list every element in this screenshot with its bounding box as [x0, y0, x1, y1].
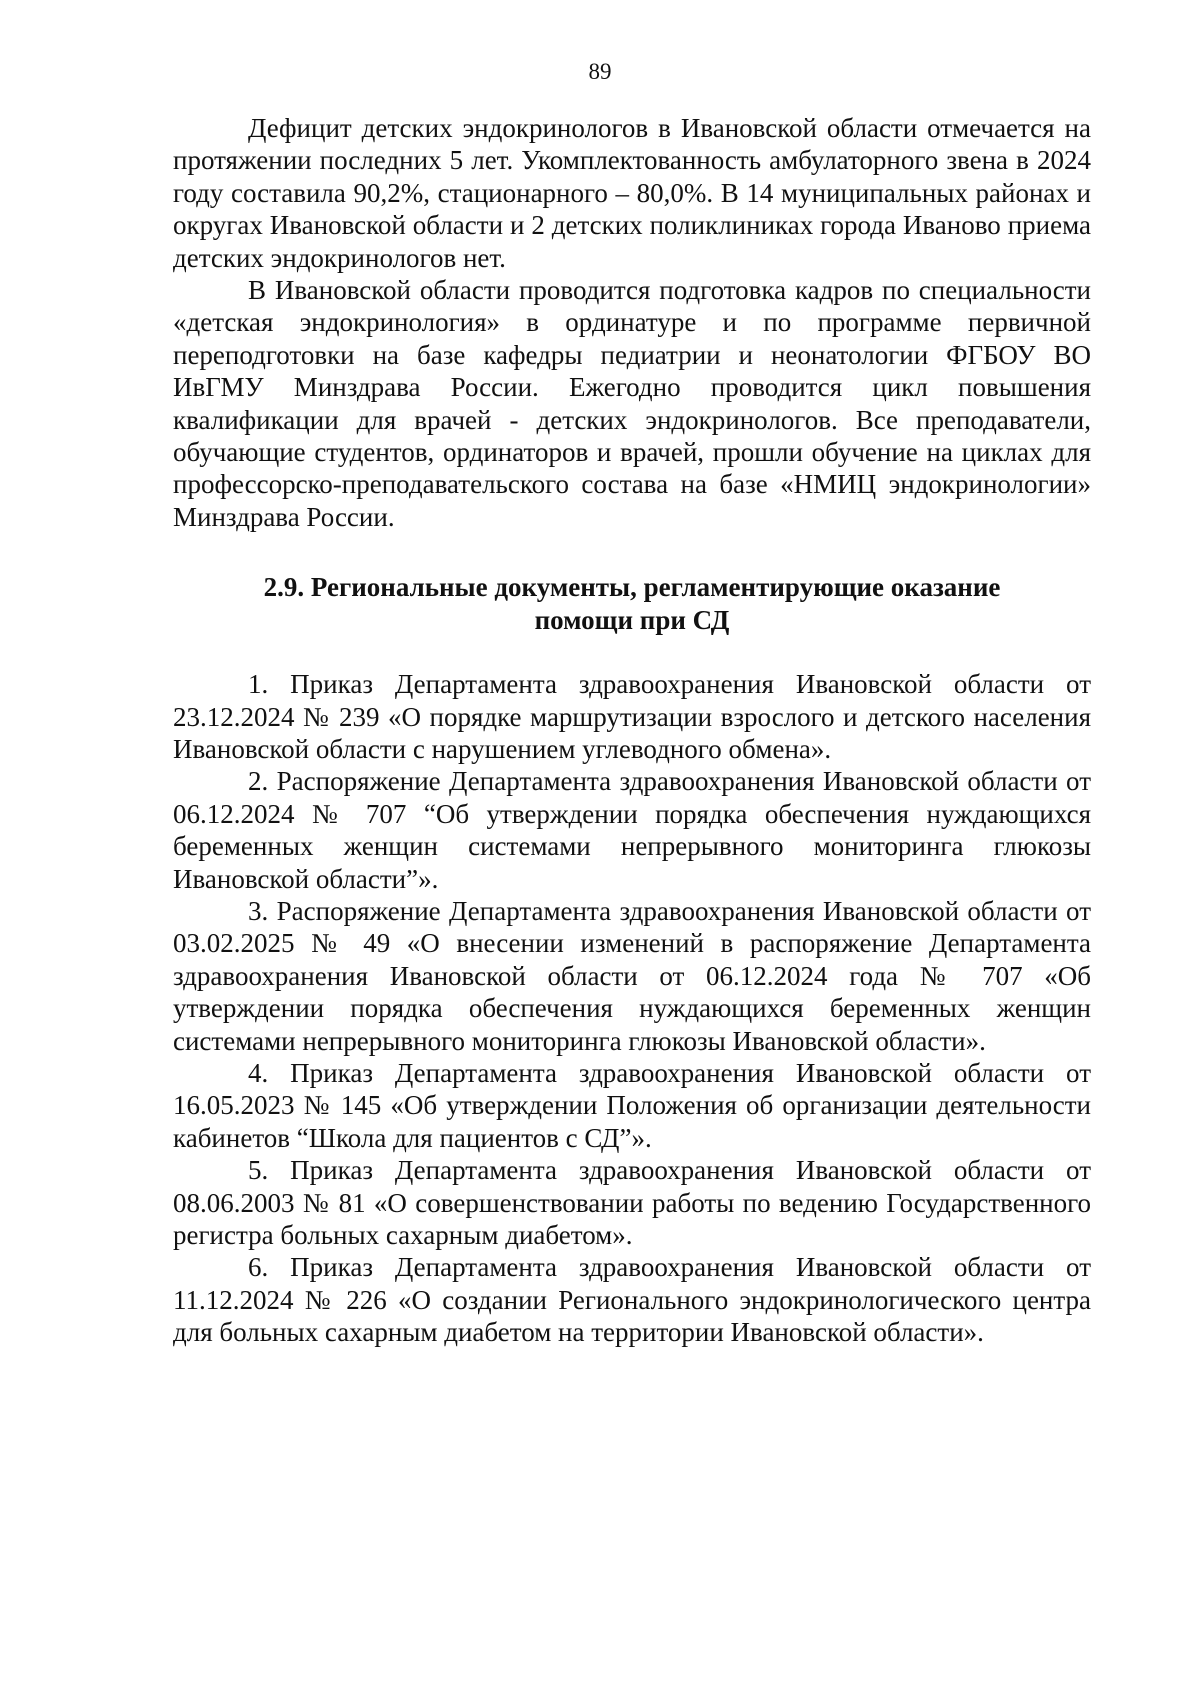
list-item: 4. Приказ Департамента здравоохранения Ивановской области от 16.05.2023 № 145 «Об утверждении Положения об организации деятельности кабинетов “Школа для пациентов с СД”».: [173, 1057, 1091, 1153]
list-item: 2. Распоряжение Департамента здравоохранения Ивановской области от 06.12.2024 № 707 “Об утверждении порядка обеспечения нуждающихся беременных женщин системами непрерывного мониторинга глюкозы Ивановской области”».: [173, 766, 1091, 894]
section-heading: [173, 571, 1091, 636]
page-number: 89: [588, 59, 612, 84]
section-heading-line-2: помощи при СД: [534, 604, 730, 635]
paragraph-endocrinologist-deficit: Дефицит детских эндокринологов в Ивановской области отмечается на протяжении последних 5 лет. Укомплектованность амбулаторного звена в 2024 году составила 90,2%, стационарного – 80,0%. В 14 муниципальных районах и округах Ивановской области и 2 детских поликлиниках города Иваново приема детских эндокринологов нет.: [173, 113, 1091, 273]
list-item: 3. Распоряжение Департамента здравоохранения Ивановской области от 03.02.2025 № 49 «О внесении изменений в распоряжение Департамента здравоохранения Ивановской области от 06.12.2024 года № 707 «Об утверждении порядка обеспечения нуждающихся беременных женщин системами непрерывного мониторинга глюкозы Ивановской области».: [173, 895, 1091, 1056]
list-item: 6. Приказ Департамента здравоохранения Ивановской области от 11.12.2024 № 226 «О создании Регионального эндокринологического центра для больных сахарным диабетом на территории Ивановской области».: [173, 1252, 1091, 1348]
regional-documents-list: [173, 668, 1091, 1349]
document-body: [173, 112, 1091, 1349]
list-item: 1. Приказ Департамента здравоохранения Ивановской области от 23.12.2024 № 239 «О порядке маршрутизации взрослого и детского населения Ивановской области с нарушением углеводного обмена».: [173, 669, 1091, 764]
list-item: 5. Приказ Департамента здравоохранения Ивановской области от 08.06.2003 № 81 «О совершенствовании работы по ведению Государственного регистра больных сахарным диабетом».: [173, 1155, 1091, 1250]
section-heading-line-1: 2.9. Региональные документы, регламентирующие оказание: [263, 572, 1001, 603]
paragraph-staff-training: В Ивановской области проводится подготовка кадров по специальности «детская эндокринология» в ординатуре и по программе первичной переподготовки на базе кафедры педиатрии и неонатологии ФГБОУ ВО ИвГМУ Минздрава России. Ежегодно проводится цикл повышения квалификации для врачей - детских эндокринологов. Все преподаватели, обучающие студентов, ординаторов и врачей, прошли обучение на циклах для профессорско-преподавательского состава на базе «НМИЦ эндокринологии» Минздрава России.: [173, 275, 1091, 532]
